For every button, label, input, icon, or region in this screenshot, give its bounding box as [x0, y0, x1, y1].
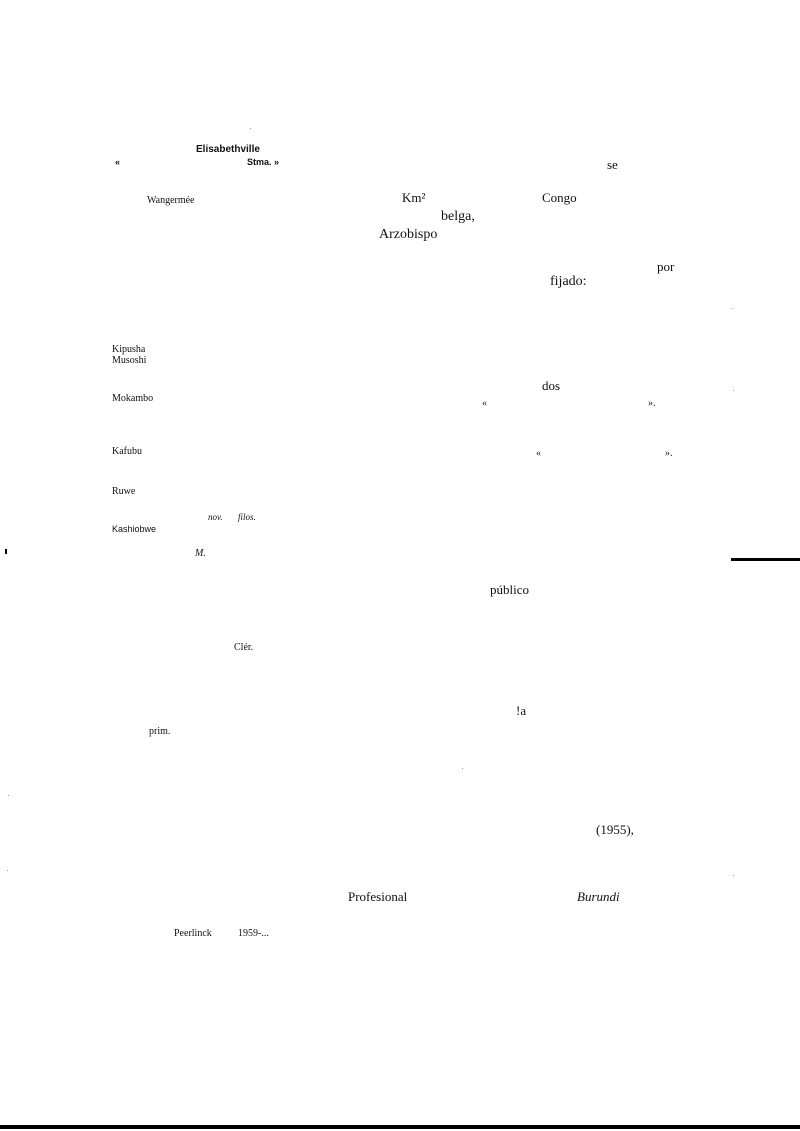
name-peerlinck: Peerlinck	[174, 928, 212, 939]
quote-open-2: «	[536, 448, 541, 459]
year-range: 1959-...	[238, 928, 269, 939]
quote-open-1: «	[482, 398, 487, 409]
quote-close-1: ».	[648, 398, 656, 409]
margin-rule	[731, 558, 800, 561]
name-wangermee: Wangermée	[147, 195, 195, 206]
edge-mark	[5, 549, 7, 554]
abbrev-filos: filos.	[238, 512, 256, 522]
word-belga: belga,	[441, 209, 475, 224]
word-dos: dos	[542, 378, 561, 393]
word-la: !a	[516, 703, 527, 718]
guillemet-open: «	[115, 157, 121, 167]
word-fijado: fijado:	[550, 274, 587, 289]
bottom-rule	[0, 1125, 800, 1129]
place-ruwe: Ruwe	[112, 486, 136, 497]
place-musoshi: Musoshi	[112, 355, 147, 366]
scan-speck	[8, 795, 9, 796]
scan-speck	[733, 875, 734, 876]
stma-abbrev: Stma. »	[247, 157, 280, 167]
abbrev-m: M.	[195, 548, 206, 559]
word-por: por	[657, 259, 675, 274]
scan-speck	[250, 128, 251, 129]
word-se: se	[607, 157, 618, 172]
unit-km2: Km²	[402, 190, 426, 205]
place-mokambo: Mokambo	[112, 393, 154, 404]
year-1955: (1955),	[596, 822, 634, 837]
scan-speck	[7, 870, 8, 871]
word-burundi: Burundi	[577, 889, 620, 904]
scan-speck	[732, 308, 733, 309]
scan-speck	[462, 768, 463, 769]
word-publico: público	[490, 582, 529, 597]
place-kafubu: Kafubu	[112, 446, 142, 457]
word-profesional: Profesional	[348, 889, 408, 904]
heading-elisabethville: Elisabethville	[196, 144, 260, 155]
abbrev-cler: Clér.	[234, 642, 254, 653]
quote-close-2: ».	[665, 448, 673, 459]
place-kashiobwe: Kashiobwe	[112, 524, 157, 534]
abbrev-nov: nov.	[208, 512, 223, 522]
word-arzobispo: Arzobispo	[379, 227, 438, 242]
place-kipusha: Kipusha	[112, 344, 146, 355]
scan-speck	[733, 390, 734, 391]
abbrev-prim: prim.	[149, 726, 171, 737]
word-congo: Congo	[542, 190, 577, 205]
